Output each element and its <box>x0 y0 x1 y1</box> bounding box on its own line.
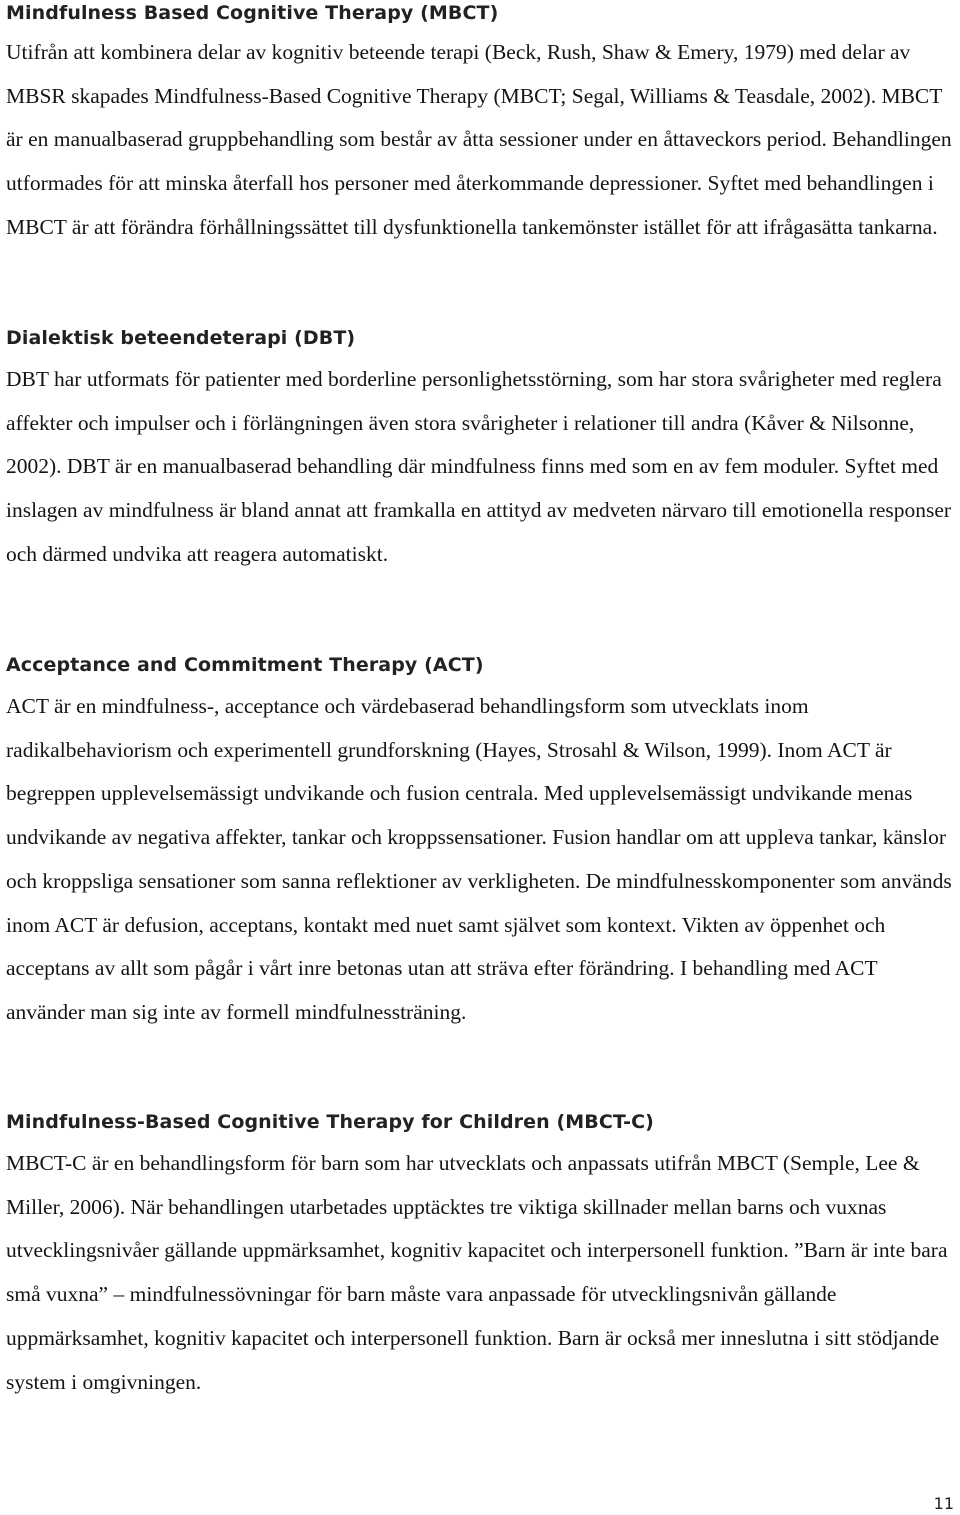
section-heading: Acceptance and Commitment Therapy (ACT) <box>6 654 484 676</box>
section-heading: Dialektisk beteendeterapi (DBT) <box>6 327 356 349</box>
section-paragraph: ACT är en mindfulness-, acceptance och värdebaserad behandlingsform som utvecklats inom radikalbehaviorism och experimentell grundforskning (Hayes, Strosahl & Wilson, 1999). Inom ACT är begreppen upplevelsemässigt undvikande och fusion centrala. Med upplevelsemässigt undvikande menas undvikande av negativa affekter, tankar och kroppssensationer. Fusion handlar om att uppleva tankar, känslor och kroppsliga sensationer som sanna reflektioner av verkligheten. De mindfulnesskomponenter som används inom ACT är defusion, acceptans, kontakt med nuet samt självet som kontext. Vikten av öppenhet och acceptans av allt som pågår i vårt inre betonas utan att sträva efter förändring. I behandling med ACT använder man sig inte av formell mindfulnessträning. <box>6 694 952 1024</box>
section-heading: Mindfulness Based Cognitive Therapy (MBCT) <box>6 2 499 24</box>
section-paragraph: MBCT-C är en behandlingsform för barn som har utvecklats och anpassats utifrån MBCT (Semple, Lee & Miller, 2006). När behandlingen utarbetades upptäcktes tre viktiga skillnader mellan barns och vuxnas utvecklingsnivåer gällande uppmärksamhet, kognitiv kapacitet och interpersonell funktion. ”Barn är inte bara små vuxna” – mindfulnessövningar för barn måste vara anpassade för utvecklingsnivån gällande uppmärksamhet, kognitiv kapacitet och interpersonell funktion. Barn är också mer inneslutna i sitt stödjande system i omgivningen. <box>6 1151 948 1394</box>
section-dbt <box>6 326 956 577</box>
section-act <box>6 653 956 1035</box>
section-heading: Mindfulness-Based Cognitive Therapy for Children (MBCT-C) <box>6 1111 654 1133</box>
page-number: 11 <box>933 1494 954 1513</box>
section-mbct-c <box>6 1110 956 1404</box>
section-mbct <box>6 0 956 250</box>
section-paragraph: Utifrån att kombinera delar av kognitiv beteende terapi (Beck, Rush, Shaw & Emery, 1979) med delar av MBSR skapades Mindfulness-Based Cognitive Therapy (MBCT; Segal, Williams & Teasdale, 2002). MBCT är en manualbaserad gruppbehandling som består av åtta sessioner under en åttaveckors period. Behandlingen utformades för att minska återfall hos personer med återkommande depressioner. Syftet med behandlingen i MBCT är att förändra förhållningssättet till dysfunktionella tankemönster istället för att ifrågasätta tankarna. <box>6 40 952 239</box>
section-paragraph: DBT har utformats för patienter med borderline personlighetsstörning, som har stora svårigheter med reglera affekter och impulser och i förlängningen även stora svårigheter i relationer till andra (Kåver & Nilsonne, 2002). DBT är en manualbaserad behandling där mindfulness finns med som en av fem moduler. Syftet med inslagen av mindfulness är bland annat att framkalla en attityd av medveten närvaro till emotionella responser och därmed undvika att reagera automatiskt. <box>6 367 952 566</box>
